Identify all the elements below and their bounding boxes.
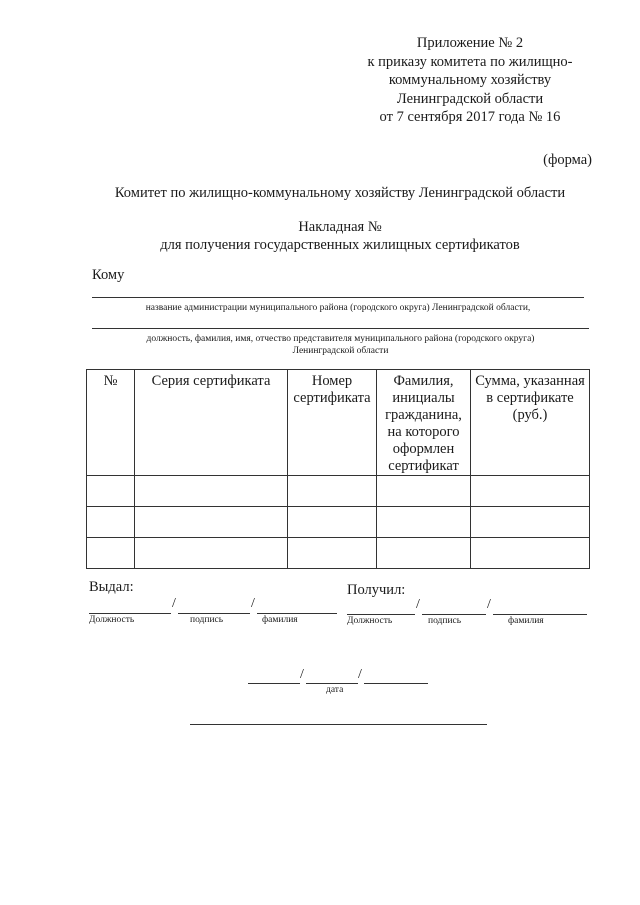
recipient-person-hint: [92, 333, 589, 357]
date-month-line[interactable]: [306, 683, 358, 684]
column-header-citizen: Фамилия, инициалы гражданина, на которого оформлен сертификат: [377, 370, 471, 476]
appendix-line: Приложение № 2: [416, 35, 524, 51]
date-year-line[interactable]: [364, 683, 428, 684]
table-cell[interactable]: [288, 507, 377, 538]
table-cell[interactable]: [87, 538, 135, 569]
slash-divider: /: [172, 596, 176, 611]
document-subtitle: для получения государственных жилищных сертификатов: [160, 237, 520, 253]
issued-signature-line[interactable]: [178, 613, 250, 614]
column-header-series: Серия сертификата: [135, 370, 288, 476]
received-position-caption: Должность: [347, 616, 393, 626]
table-cell[interactable]: [471, 538, 590, 569]
table-header-row: [87, 370, 590, 476]
table-cell[interactable]: [288, 538, 377, 569]
appendix-line: от 7 сентября 2017 года № 16: [379, 109, 561, 125]
issued-by-label: Выдал:: [89, 579, 134, 595]
table-cell[interactable]: [87, 507, 135, 538]
column-header-cert-number: Номер сертификата: [288, 370, 377, 476]
table-row: [87, 507, 590, 538]
column-header-amount: Сумма, указанная в сертификате (руб.): [471, 370, 590, 476]
slash-divider: /: [487, 597, 491, 612]
bottom-divider: [190, 724, 487, 725]
issued-signature-caption: подпись: [190, 615, 224, 625]
slash-divider: /: [416, 597, 420, 612]
appendix-line: коммунальному хозяйству: [388, 72, 552, 88]
issued-surname-line[interactable]: [257, 613, 337, 614]
table-cell[interactable]: [288, 476, 377, 507]
slash-divider: /: [251, 596, 255, 611]
date-day-line[interactable]: [248, 683, 300, 684]
issued-surname-caption: фамилия: [262, 615, 298, 625]
table-cell[interactable]: [377, 507, 471, 538]
slash-divider: /: [300, 667, 304, 682]
committee-name: Комитет по жилищно-коммунальному хозяйству Ленинградской области: [114, 185, 566, 201]
received-signature-caption: подпись: [428, 616, 462, 626]
form-label: (форма): [543, 152, 592, 168]
date-caption: дата: [326, 685, 344, 695]
received-by-label: Получил:: [347, 582, 406, 598]
table-cell[interactable]: [135, 476, 288, 507]
issued-position-line[interactable]: [89, 613, 171, 614]
recipient-label: Кому: [92, 267, 125, 283]
table-cell[interactable]: [471, 476, 590, 507]
recipient-person-hint-line1: должность, фамилия, имя, отчество представителя муниципального района (городского округа): [146, 334, 535, 344]
table-cell[interactable]: [471, 507, 590, 538]
document-title: Накладная №: [298, 219, 382, 235]
column-header-number: №: [87, 370, 135, 476]
appendix-block: [340, 34, 600, 127]
table-cell[interactable]: [135, 507, 288, 538]
received-position-line[interactable]: [347, 614, 415, 615]
received-surname-line[interactable]: [493, 614, 587, 615]
table-cell[interactable]: [377, 476, 471, 507]
recipient-person-line[interactable]: [92, 328, 589, 329]
appendix-line: к приказу комитета по жилищно-: [367, 53, 573, 70]
certificates-table: [86, 369, 590, 569]
table-row: [87, 538, 590, 569]
appendix-line: Ленинградской области: [396, 90, 544, 107]
received-surname-caption: фамилия: [508, 616, 544, 626]
issued-position-caption: Должность: [89, 615, 135, 625]
table-cell[interactable]: [87, 476, 135, 507]
table-cell[interactable]: [377, 538, 471, 569]
recipient-admin-hint: название администрации муниципального района (городского округа) Ленинградской области,: [145, 303, 531, 313]
document-title-block: [0, 218, 640, 254]
recipient-person-hint-line2: Ленинградской области: [292, 346, 389, 356]
recipient-admin-line[interactable]: [92, 297, 584, 298]
slash-divider: /: [358, 667, 362, 682]
received-signature-line[interactable]: [422, 614, 486, 615]
table-cell[interactable]: [135, 538, 288, 569]
table-row: [87, 476, 590, 507]
